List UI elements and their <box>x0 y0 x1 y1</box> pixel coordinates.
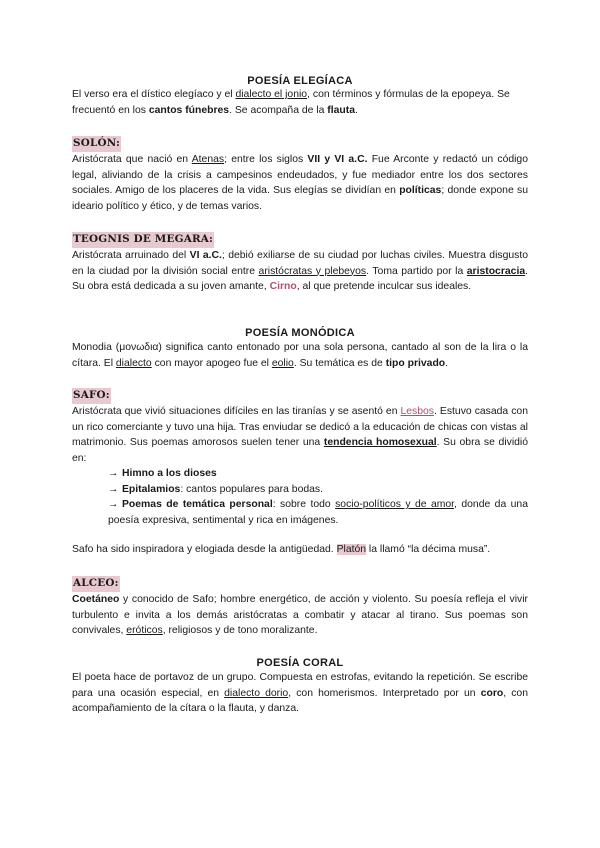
heading-safo: SAFO: <box>72 388 111 404</box>
paragraph-solon <box>72 152 528 214</box>
paragraph-coral <box>72 670 528 717</box>
list-item <box>108 482 528 498</box>
underlined-text: Atenas <box>191 154 225 165</box>
bold-text: Epitalamios <box>122 483 181 495</box>
arrow-icon: → <box>108 468 119 479</box>
paragraph-safo-final <box>72 542 528 558</box>
text: : sobre todo <box>272 499 336 511</box>
text: ; donde expone su ideario político y ético, y de temas varios. <box>72 185 528 212</box>
text: : cantos populares para bodas. <box>180 483 324 495</box>
text: . Toma partido por la <box>366 265 467 277</box>
underlined-text: dialecto dorio <box>224 687 289 699</box>
text: con mayor apogeo fue el <box>151 357 272 369</box>
bold-text: VII y VI a.C. <box>307 154 368 165</box>
text: , con términos y fórmulas de la epopeya. Se frecuentó en los <box>72 89 510 116</box>
section-title-monodica: POESÍA MONÓDICA <box>245 327 355 339</box>
text: , con acompañamiento de la cítara o la flauta, y danza. <box>72 687 528 715</box>
text: . <box>445 357 449 369</box>
bold-underlined-text: tendencia homosexual <box>323 437 437 449</box>
bold-text: Coetáneo <box>72 594 120 605</box>
highlighted-name: Platón <box>336 544 367 555</box>
text: Aristócrata que nació en <box>72 154 192 165</box>
bold-text: VI a.C. <box>189 250 222 261</box>
text: ; entre los siglos <box>224 154 308 165</box>
link-lesbos[interactable]: Lesbos <box>400 406 435 417</box>
text: ; debió exiliarse de su ciudad por luchas civiles. Muestra disgusto en la ciudad por la división social entre <box>72 250 528 277</box>
highlighted-name: Cirno <box>269 281 297 293</box>
safo-works-list <box>108 466 528 528</box>
paragraph-alceo <box>72 592 528 639</box>
underlined-text: socio-políticos y de amor <box>335 499 455 511</box>
arrow-icon: → <box>108 483 119 495</box>
text: , donde da una poesía expresiva, sentimental y rica en imágenes. <box>108 499 528 526</box>
text: . Su obra se dividió en: <box>72 437 529 464</box>
underlined-text: dialecto el jonio <box>235 89 308 100</box>
list-item <box>108 497 528 528</box>
text: Monodia (μονωδια) significa canto entonado por una sola persona, cantado al son de la lira o la cítara. El <box>72 342 528 369</box>
list-item <box>108 466 528 482</box>
paragraph-safo <box>72 404 528 466</box>
text: , con homerismos. Interpretado por un <box>288 687 481 699</box>
bold-text: Poemas de temática personal <box>122 499 273 511</box>
text: . Estuvo casada con un rico comerciante y tuvo una hija. Tras enviudar se dedicó a la educación de chicas con vistas al matrimonio. Sus poemas amorosos suelen tener una <box>72 406 528 449</box>
bold-underlined-text: aristocracia <box>466 265 526 277</box>
arrow-icon: → <box>108 499 119 511</box>
section-title-coral: POESÍA CORAL <box>256 657 344 669</box>
text: , religiosos y de tono moralizante. <box>162 625 318 637</box>
bold-text: flauta <box>327 104 356 116</box>
heading-solon: SOLÓN: <box>72 136 121 152</box>
text: . Se acompaña de la <box>229 104 328 116</box>
text: Aristócrata arruinado del <box>72 250 190 261</box>
underlined-text: eróticos <box>126 625 163 637</box>
text: . <box>355 104 358 116</box>
text: El verso era el dístico elegíaco y el <box>72 89 236 100</box>
bold-text: coro <box>480 687 504 699</box>
text: Aristócrata que vivió situaciones difíciles en las tiranías y se asentó en <box>72 406 401 417</box>
bold-text: políticas <box>399 185 442 197</box>
text: Safo ha sido inspiradora y elogiada desde la antigüedad. <box>72 544 337 555</box>
bold-text: Himno a los dioses <box>122 468 217 479</box>
underlined-text: aristócratas y plebeyos <box>258 265 367 277</box>
underlined-text: eolio <box>271 357 294 369</box>
text: y conocido de Safo; hombre energético, de acción y violento. Su poesía refleja el vivir turbulento e invita a los demás aristócratas a combatir y atacar al tirano. Sus poemas son convivales, <box>72 594 528 637</box>
paragraph-monodica <box>72 340 528 371</box>
text: , al que pretende inculcar sus ideales. <box>296 281 472 293</box>
section-title-elegiaca: POESÍA ELEGÍACA <box>247 75 353 87</box>
bold-text: cantos fúnebres <box>148 104 230 116</box>
text: Fue Arconte y redactó un código legal, aliviando de la crisis a campesinos endeudados, y fue mediador entre los dos sectores sociales. Amigo de los placeres de la vida. Sus elegías se dividían en <box>72 154 528 197</box>
heading-alceo: ALCEO: <box>72 576 120 592</box>
text: . Su temática es de <box>293 357 386 369</box>
heading-teognis: TEOGNIS DE MEGARA: <box>72 232 214 248</box>
paragraph-teognis <box>72 248 528 295</box>
text: la llamó “la décima musa”. <box>366 544 491 555</box>
paragraph-elegiaca <box>72 87 528 118</box>
text: El poeta hace de portavoz de un grupo. Compuesta en estrofas, evitando la repetición. Se escribe para una ocasión especial, en <box>72 672 528 699</box>
underlined-text: dialecto <box>115 357 152 369</box>
bold-text: tipo privado <box>385 357 446 369</box>
text: . Su obra está dedicada a su joven amante, <box>72 265 528 293</box>
